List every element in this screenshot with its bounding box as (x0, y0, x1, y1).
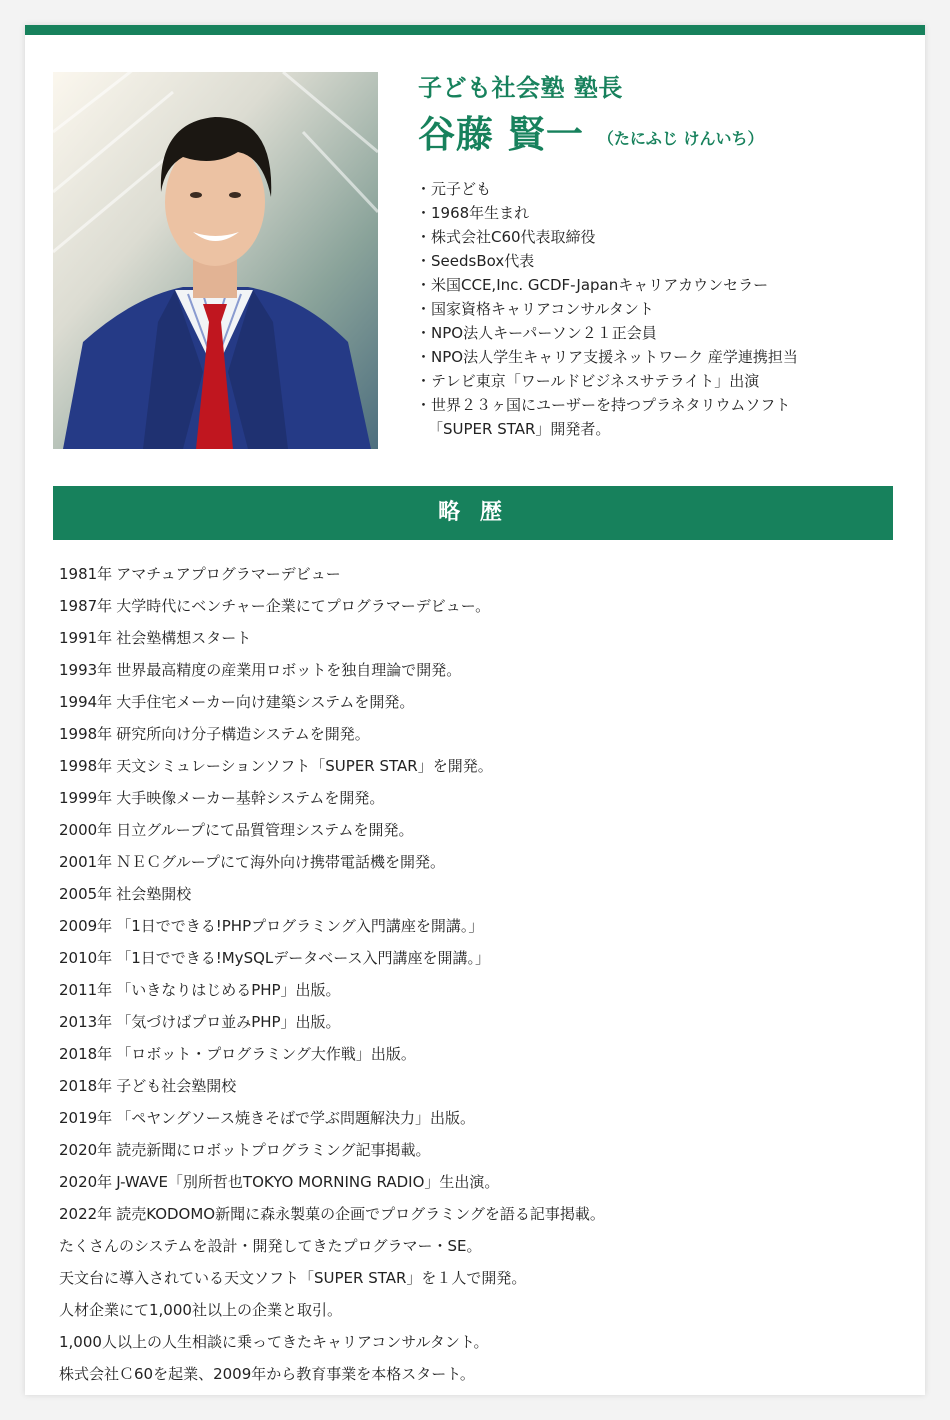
history-year: 2013年 (59, 1013, 113, 1031)
history-year: 1998年 (59, 725, 113, 743)
history-year: 2005年 (59, 885, 113, 903)
fact-item: ・ 1968年生まれ (418, 201, 898, 225)
portrait-illustration (53, 72, 378, 449)
summary-item (59, 1230, 889, 1262)
history-item (59, 1102, 889, 1134)
history-item (59, 1166, 889, 1198)
history-text: 「気づけばプロ並みPHP」出版。 (116, 1013, 341, 1031)
fact-item: ・ 世界２３ヶ国にユーザーを持つプラネタリウムソフト (418, 393, 898, 417)
history-year: 1998年 (59, 757, 113, 775)
history-item (59, 590, 889, 622)
history-item (59, 622, 889, 654)
role-title: 子ども社会塾 塾長 (418, 74, 623, 102)
fact-item: ・ 米国CCE,Inc. GCDF-Japanキャリアカウンセラー (418, 273, 898, 297)
history-text: アマチュアプログラマーデビュー (116, 565, 341, 583)
name-row (418, 111, 898, 157)
history-text: ＮＥＣグループにて海外向け携帯電話機を開発。 (116, 853, 445, 871)
history-text: 「1日でできる!PHPプログラミング入門講座を開講。」 (116, 917, 484, 935)
history-item (59, 1006, 889, 1038)
history-item (59, 1134, 889, 1166)
fact-item: ・ 元子ども (418, 177, 898, 201)
history-year: 2022年 (59, 1205, 113, 1223)
history-item (59, 782, 889, 814)
fact-item: ・ NPO法人学生キャリア支援ネットワーク 産学連携担当 (418, 345, 898, 369)
fact-item: ・ NPO法人キーパーソン２１正会員 (418, 321, 898, 345)
history-year: 1987年 (59, 597, 113, 615)
history-text: 大学時代にベンチャー企業にてプログラマーデビュー。 (116, 597, 491, 615)
history-text: 世界最高精度の産業用ロボットを独自理論で開発。 (116, 661, 462, 679)
history-item (59, 558, 889, 590)
history-year: 1999年 (59, 789, 113, 807)
history-item (59, 846, 889, 878)
history-item (59, 910, 889, 942)
name-reading: （たにふじ けんいち） (597, 129, 764, 148)
summary-item (59, 1326, 889, 1358)
history-item (59, 1070, 889, 1102)
history-text: 読売KODOMO新聞に森永製菓の企画でプログラミングを語る記事掲載。 (116, 1205, 605, 1223)
history-item (59, 654, 889, 686)
profile-card (25, 25, 925, 1395)
history-item (59, 974, 889, 1006)
history-year: 2001年 (59, 853, 113, 871)
profile-facts (418, 177, 898, 441)
section-heading-history: 略 歴 (53, 486, 893, 540)
history-item (59, 1038, 889, 1070)
history-text: 日立グループにて品質管理システムを開発。 (116, 821, 414, 839)
fact-item: ・ 国家資格キャリアコンサルタント (418, 297, 898, 321)
history-year: 2018年 (59, 1077, 113, 1095)
history-item (59, 814, 889, 846)
history-year: 2011年 (59, 981, 113, 999)
history-item (59, 718, 889, 750)
history-item (59, 878, 889, 910)
history-text: 「ロボット・プログラミング大作戦」出版。 (116, 1045, 416, 1063)
history-year: 2009年 (59, 917, 113, 935)
history-year: 1981年 (59, 565, 113, 583)
summary-text: 1,000人以上の人生相談に乗ってきたキャリアコンサルタント。 (59, 1333, 489, 1351)
history-item (59, 942, 889, 974)
history-year: 2010年 (59, 949, 113, 967)
history-text: 社会塾開校 (116, 885, 192, 903)
summary-item (59, 1294, 889, 1326)
summary-item (59, 1262, 889, 1294)
history-text: 「ペヤングソース焼きそばで学ぶ問題解決力」出版。 (116, 1109, 475, 1127)
history-text: 大手映像メーカー基幹システムを開発。 (116, 789, 385, 807)
summary-text: 天文台に導入されている天文ソフト「SUPER STAR」を１人で開発。 (59, 1269, 527, 1287)
history-text: 社会塾構想スタート (116, 629, 252, 647)
profile-summary (418, 73, 898, 441)
history-text: 大手住宅メーカー向け建築システムを開発。 (116, 693, 415, 711)
history-year: 2000年 (59, 821, 113, 839)
summary-item (59, 1358, 889, 1390)
summary-text: 人材企業にて1,000社以上の企業と取引。 (59, 1301, 342, 1319)
history-text: 「1日でできる!MySQLデータベース入門講座を開講。」 (116, 949, 491, 967)
history-item (59, 1198, 889, 1230)
history-item (59, 686, 889, 718)
history-year: 1991年 (59, 629, 113, 647)
history-year: 2018年 (59, 1045, 113, 1063)
history-text: 研究所向け分子構造システムを開発。 (116, 725, 370, 743)
history-year: 1994年 (59, 693, 113, 711)
fact-item: ・ テレビ東京「ワールドビジネスサテライト」出演 (418, 369, 898, 393)
history-year: 2020年 (59, 1141, 113, 1159)
history-text: 「いきなりはじめるPHP」出版。 (116, 981, 341, 999)
portrait-photo (53, 72, 378, 449)
history-item (59, 750, 889, 782)
summary-text: たくさんのシステムを設計・開発してきたプログラマー・SE。 (59, 1237, 482, 1255)
history-text: J-WAVE「別所哲也TOKYO MORNING RADIO」生出演。 (116, 1173, 500, 1191)
history-year: 2020年 (59, 1173, 113, 1191)
summary-text: 株式会社Ｃ60を起業、2009年から教育事業を本格スタート。 (59, 1365, 475, 1383)
history-text: 読売新聞にロボットプログラミング記事掲載。 (116, 1141, 431, 1159)
history-list (59, 558, 889, 1390)
fact-item: ・ 株式会社C60代表取締役 (418, 225, 898, 249)
fact-item: ・ SeedsBox代表 (418, 249, 898, 273)
history-year: 2019年 (59, 1109, 113, 1127)
fact-item-continuation: 「SUPER STAR」開発者。 (428, 420, 611, 438)
history-text: 天文シミュレーションソフト「SUPER STAR」を開発。 (116, 757, 493, 775)
history-text: 子ども社会塾開校 (116, 1077, 237, 1095)
person-name: 谷藤 賢一 (418, 113, 584, 156)
history-year: 1993年 (59, 661, 113, 679)
